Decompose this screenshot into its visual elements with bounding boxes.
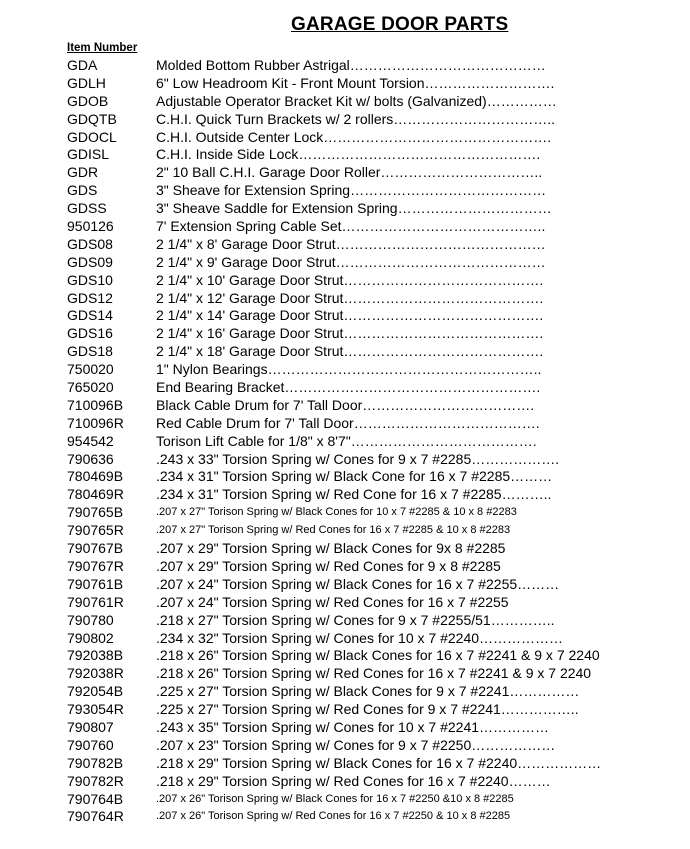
item-description: .207 x 24" Torsion Spring w/ Black Cones for 16 x 7 #2255………	[156, 575, 560, 592]
item-number: 792038B	[67, 647, 124, 664]
item-description: 2 1/4" x 8' Garage Door Strut………………………………………	[156, 235, 546, 252]
list-item	[0, 594, 690, 612]
list-item	[0, 361, 690, 379]
item-description: 6" Low Headroom Kit - Front Mount Torsion……………………….	[156, 74, 555, 91]
list-item	[0, 93, 690, 111]
item-description: .218 x 26" Torsion Spring w/ Black Cones for 16 x 7 #2241 & 9 x 7 2240	[156, 647, 600, 664]
item-description: .234 x 31" Torsion Spring w/ Red Cone for 16 x 7 #2285………..	[156, 486, 552, 503]
item-description: End Bearing Bracket……………………………………………….	[156, 379, 541, 396]
list-item	[0, 719, 690, 737]
list-item	[0, 129, 690, 147]
list-item	[0, 290, 690, 308]
list-item	[0, 576, 690, 594]
item-number: 790636	[67, 450, 114, 467]
item-description: .225 x 27" Torsion Spring w/ Red Cones for 9 x 7 #2241……………..	[156, 701, 579, 718]
list-item	[0, 182, 690, 200]
item-number: 765020	[67, 379, 114, 396]
item-number: 790760	[67, 736, 114, 753]
list-item	[0, 737, 690, 755]
list-item	[0, 451, 690, 469]
item-description: .207 x 27" Torison Spring w/ Black Cones for 10 x 7 #2285 & 10 x 8 #2283	[156, 506, 517, 519]
list-item	[0, 504, 690, 522]
item-number: 710096R	[67, 414, 124, 431]
item-description: 3" Sheave for Extension Spring……………………………………	[156, 182, 547, 199]
item-description: 7' Extension Spring Cable Set……………………………………..	[156, 218, 546, 235]
list-item	[0, 647, 690, 665]
item-description: Adjustable Operator Bracket Kit w/ bolts (Galvanized)……………	[156, 92, 557, 109]
page-title: GARAGE DOOR PARTS	[291, 14, 509, 35]
item-description: .218 x 29" Torsion Spring w/ Red Cones for 16 x 7 #2240………	[156, 772, 551, 789]
item-number: 790765R	[67, 522, 124, 539]
item-description: 2 1/4" x 10' Garage Door Strut…………………………………….	[156, 271, 544, 288]
item-description: 2 1/4" x 12' Garage Door Strut…………………………………….	[156, 289, 544, 306]
item-number-column-header: Item Number	[67, 42, 138, 54]
list-item	[0, 808, 690, 826]
list-item	[0, 630, 690, 648]
item-number: GDISL	[67, 146, 110, 163]
item-description: 3" Sheave Saddle for Extension Spring……………………………	[156, 200, 552, 217]
item-number: 780469B	[67, 468, 124, 485]
item-description: .207 x 24" Torsion Spring w/ Red Cones for 16 x 7 #2255	[156, 593, 509, 610]
item-number: 790761R	[67, 593, 124, 610]
item-description: .207 x 26" Torison Spring w/ Black Cones for 16 x 7 #2250 &10 x 8 #2285	[156, 792, 514, 805]
list-item	[0, 612, 690, 630]
list-item	[0, 111, 690, 129]
item-description: .243 x 33" Torsion Spring w/ Cones for 9 x 7 #2285……………….	[156, 450, 560, 467]
item-number: GDS14	[67, 307, 113, 324]
item-number: 750020	[67, 361, 114, 378]
parts-list	[0, 57, 690, 826]
list-item	[0, 468, 690, 486]
item-description: C.H.I. Inside Side Lock…………………………………………….	[156, 146, 541, 163]
item-description: Torison Lift Cable for 1/8" x 8'7"………………………………….	[156, 432, 537, 449]
item-number: GDS10	[67, 271, 113, 288]
item-number: 793054R	[67, 701, 124, 718]
item-number: GDOCL	[67, 128, 117, 145]
list-item	[0, 558, 690, 576]
item-description: .234 x 32" Torsion Spring w/ Cones for 10 x 7 #2240………………	[156, 629, 564, 646]
item-description: .218 x 27" Torsion Spring w/ Cones for 9 x 7 #2255/51…………..	[156, 611, 555, 628]
list-item	[0, 57, 690, 75]
list-item	[0, 325, 690, 343]
item-description: 2 1/4" x 16' Garage Door Strut…………………………………….	[156, 325, 544, 342]
item-number: 780469R	[67, 486, 124, 503]
list-item	[0, 307, 690, 325]
item-number: 790802	[67, 629, 114, 646]
list-item	[0, 665, 690, 683]
list-item	[0, 415, 690, 433]
list-item	[0, 433, 690, 451]
list-item	[0, 272, 690, 290]
item-description: .207 x 26" Torison Spring w/ Red Cones for 16 x 7 #2250 & 10 x 8 #2285	[156, 810, 511, 823]
item-number: 950126	[67, 218, 114, 235]
item-number: GDS18	[67, 343, 113, 360]
item-number: 790782B	[67, 754, 124, 771]
item-description: .225 x 27" Torsion Spring w/ Black Cones for 9 x 7 #2241……………	[156, 683, 580, 700]
item-number: GDLH	[67, 74, 106, 91]
item-description: 2 1/4" x 14' Garage Door Strut…………………………………….	[156, 307, 544, 324]
list-item	[0, 164, 690, 182]
item-number: 790782R	[67, 772, 124, 789]
list-item	[0, 701, 690, 719]
item-number: GDS12	[67, 289, 113, 306]
item-number: 790807	[67, 718, 114, 735]
item-description: .207 x 29" Torsion Spring w/ Black Cones for 9x 8 #2285	[156, 540, 506, 557]
list-item	[0, 540, 690, 558]
item-description: 2 1/4" x 9' Garage Door Strut………………………………………	[156, 253, 546, 270]
list-item	[0, 683, 690, 701]
item-number: 790767R	[67, 557, 124, 574]
item-number: GDQTB	[67, 110, 117, 127]
item-description: .207 x 29" Torsion Spring w/ Red Cones for 9 x 8 #2285	[156, 557, 501, 574]
item-number: 790764R	[67, 808, 124, 825]
item-description: 1" Nylon Bearings…………………………………………………..	[156, 361, 542, 378]
item-number: GDA	[67, 57, 98, 73]
item-description: .218 x 26" Torsion Spring w/ Red Cones for 16 x 7 #2241 & 9 x 7 2240	[156, 665, 592, 682]
item-number: 790780	[67, 611, 114, 628]
item-number: 792054B	[67, 683, 124, 700]
item-number: GDS08	[67, 235, 113, 252]
item-description: .243 x 35" Torsion Spring w/ Cones for 10 x 7 #2241……………	[156, 718, 550, 735]
item-description: 2" 10 Ball C.H.I. Garage Door Roller……………………………..	[156, 164, 543, 181]
item-description: C.H.I. Quick Turn Brackets w/ 2 rollers……………………………..	[156, 110, 556, 127]
list-item	[0, 75, 690, 93]
item-number: 790767B	[67, 540, 124, 557]
list-item	[0, 755, 690, 773]
item-description: 2 1/4" x 18' Garage Door Strut…………………………………….	[156, 343, 544, 360]
list-item	[0, 343, 690, 361]
item-number: GDS	[67, 182, 98, 199]
item-number: 790765B	[67, 504, 124, 521]
item-description: .234 x 31" Torsion Spring w/ Black Cone for 16 x 7 #2285………	[156, 468, 553, 485]
item-number: GDSS	[67, 200, 107, 217]
item-number: GDOB	[67, 92, 109, 109]
item-number: 790764B	[67, 790, 124, 807]
list-item	[0, 791, 690, 809]
item-number: GDS16	[67, 325, 113, 342]
item-description: .207 x 27" Torison Spring w/ Red Cones for 16 x 7 #2285 & 10 x 8 #2283	[156, 524, 511, 537]
list-item	[0, 397, 690, 415]
list-item	[0, 254, 690, 272]
list-item	[0, 486, 690, 504]
list-item	[0, 200, 690, 218]
item-description: C.H.I. Outside Center Lock………………………………………….	[156, 128, 552, 145]
list-item	[0, 236, 690, 254]
list-item	[0, 522, 690, 540]
item-number: GDR	[67, 164, 99, 181]
item-number: 954542	[67, 432, 114, 449]
item-number: GDS09	[67, 253, 113, 270]
item-description: .218 x 29" Torsion Spring w/ Black Cones for 16 x 7 #2240………………	[156, 754, 602, 771]
item-number: 790761B	[67, 575, 124, 592]
list-item	[0, 379, 690, 397]
item-description: Red Cable Drum for 7' Tall Door………………………………….	[156, 414, 540, 431]
item-number: 792038R	[67, 665, 124, 682]
item-description: Black Cable Drum for 7' Tall Door……………………………….	[156, 396, 535, 413]
item-number: 710096B	[67, 396, 124, 413]
item-description: .207 x 23" Torsion Spring w/ Cones for 9 x 7 #2250………………	[156, 736, 556, 753]
list-item	[0, 146, 690, 164]
item-description: Molded Bottom Rubber Astrigal……………………………………	[156, 57, 546, 73]
list-item	[0, 773, 690, 791]
list-item	[0, 218, 690, 236]
